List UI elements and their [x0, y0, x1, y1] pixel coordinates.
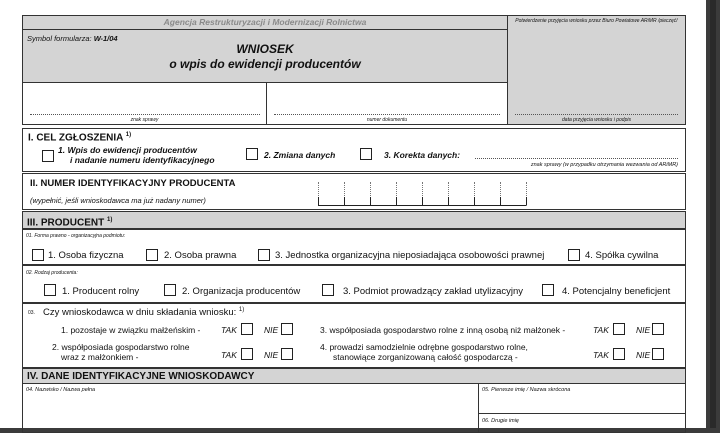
purpose-correction-checkbox[interactable] [360, 148, 372, 160]
q3-no-label: NIE [636, 325, 651, 335]
id-cell [422, 182, 438, 206]
purpose-change-label: 2. Zmiana danych [264, 150, 336, 160]
symbol-value: W-1/04 [93, 34, 118, 43]
case-number-line [30, 114, 260, 115]
purpose-entry-label: 1. Wpis do ewidencji producentów [58, 145, 197, 155]
legal-form-unit-checkbox[interactable] [258, 249, 270, 261]
producer-type-utilization-checkbox[interactable] [322, 284, 334, 296]
q2-label-2: wraz z małżonkiem - [61, 352, 139, 362]
id-tick [526, 197, 527, 205]
id-cell [526, 182, 542, 206]
form-subtitle: o wpis do ewidencji producentów [169, 57, 361, 71]
q1-no-label: NIE [264, 325, 279, 335]
scrollbar[interactable] [706, 0, 720, 428]
id-tick [344, 197, 345, 205]
id-tick [318, 197, 319, 205]
id-cell [500, 182, 516, 206]
correction-case-caption: znak sprawy (w przypadku otrzymania wezwania od ARiMR) [530, 162, 678, 168]
purpose-change-checkbox[interactable] [246, 148, 258, 160]
purpose-correction-label: 3. Korekta danych: [384, 150, 461, 160]
q2-label: 2. współposiada gospodarstwo rolne [52, 342, 190, 352]
legal-form-legal-person-checkbox[interactable] [146, 249, 158, 261]
date-line [515, 114, 678, 115]
legal-form-option: 4. Spółka cywilna [585, 250, 659, 261]
producer-type-farmer-checkbox[interactable] [44, 284, 56, 296]
purpose-entry-label-2: i nadanie numeru identyfikacyjnego [70, 155, 215, 165]
second-name-label: 06. Drugie imię [482, 418, 519, 424]
field-02-label: 02. Rodzaj producenta: [26, 270, 78, 276]
document-number-caption: numer dokumentu [366, 117, 408, 123]
surname-label: 04. Nazwisko / Nazwa pełna [26, 387, 96, 393]
producer-type-organization-checkbox[interactable] [164, 284, 176, 296]
q3-no-checkbox[interactable] [652, 323, 664, 335]
id-cell [318, 182, 334, 206]
field-01-label: 01. Forma prawno - organizacyjna podmiotu: [26, 233, 126, 239]
section-4-heading-bar: IV. DANE IDENTYFIKACYJNE WNIOSKODAWCY [22, 368, 686, 384]
purpose-entry-checkbox[interactable] [42, 150, 54, 162]
id-cell [448, 182, 464, 206]
section-2-note: (wypełnić, jeśli wnioskodawca ma już nadany numer) [30, 196, 206, 205]
id-tick [396, 197, 397, 205]
legal-form-partnership-checkbox[interactable] [568, 249, 580, 261]
field-02-box [22, 265, 686, 303]
q4-no-checkbox[interactable] [652, 348, 664, 360]
producer-type-option: 1. Producent rolny [62, 286, 140, 297]
q4-no-label: NIE [636, 350, 651, 360]
agency-name: Agencja Restrukturyzacji i Modernizacji Rolnictwa [163, 17, 367, 27]
q3-yes-checkbox[interactable] [613, 323, 625, 335]
q1-label: 1. pozostaje w związku małżeńskim - [61, 325, 201, 335]
producer-type-option: 4. Potencjalny beneficjent [562, 286, 671, 297]
section-2-heading: II. NUMER IDENTYFIKACYJNY PRODUCENTA [30, 178, 236, 189]
q4-yes-label: TAK [593, 350, 609, 360]
id-tick [370, 197, 371, 205]
id-cell [344, 182, 360, 206]
first-name-label: 05. Pierwsze imię / Nazwa skrócona [482, 387, 571, 393]
q3-yes-label: TAK [593, 325, 609, 335]
producer-type-option: 3. Podmiot prowadzący zakład utylizacyjny [343, 286, 524, 297]
q4-label-2: stanowiące zorganizowaną całość gospodarczą - [333, 352, 518, 362]
q4-label: 4. prowadzi samodzielnie odrębne gospodarstwo rolne, [320, 342, 528, 352]
id-baseline [318, 205, 526, 206]
correction-case-line[interactable] [475, 158, 678, 159]
producer-type-option: 2. Organizacja producentów [182, 286, 301, 297]
id-tick [500, 197, 501, 205]
q4-yes-checkbox[interactable] [613, 348, 625, 360]
symbol-label: Symbol formularza: W-1/04 [27, 34, 118, 43]
field-03-question: Czy wnioskodawca w dniu składania wniosku: $^{1)}$ [43, 307, 245, 319]
scrollbar-track[interactable] [710, 0, 716, 428]
q2-yes-checkbox[interactable] [241, 348, 253, 360]
id-tick [422, 197, 423, 205]
date-caption: data przyjęcia wniosku i podpis [562, 117, 631, 123]
section-1-heading: I. CEL ZGŁOSZENIA $^{1)}$ [28, 132, 132, 144]
legal-form-option: 2. Osoba prawna [164, 250, 237, 261]
id-cell [396, 182, 412, 206]
legal-form-option: 3. Jednostka organizacyjna nieposiadająca osobowości prawnej [275, 250, 545, 261]
id-cell [474, 182, 490, 206]
q1-yes-checkbox[interactable] [241, 323, 253, 335]
form-title: WNIOSEK [236, 42, 294, 56]
q2-no-checkbox[interactable] [281, 348, 293, 360]
q1-no-checkbox[interactable] [281, 323, 293, 335]
q1-yes-label: TAK [221, 325, 237, 335]
q2-yes-label: TAK [221, 350, 237, 360]
case-number-caption: znak sprawy [130, 117, 159, 123]
confirmation-box [507, 15, 686, 125]
section-3-heading-bar: III. PRODUCENT $^{1)}$ [22, 211, 686, 229]
field-03-number: 03. [28, 310, 35, 316]
id-tick [474, 197, 475, 205]
confirmation-label: Potwierdzenie przyjęcia wniosku przez Biuro Powiatowe ARiMR /pieczęć/ [515, 18, 678, 24]
legal-form-option: 1. Osoba fizyczna [48, 250, 124, 261]
legal-form-natural-person-checkbox[interactable] [32, 249, 44, 261]
id-cell [370, 182, 386, 206]
q2-no-label: NIE [264, 350, 279, 360]
document-number-line [274, 114, 500, 115]
id-tick [448, 197, 449, 205]
q3-label: 3. współposiada gospodarstwo rolne z inną osobą niż małżonek - [320, 325, 566, 335]
producer-type-beneficiary-checkbox[interactable] [542, 284, 554, 296]
